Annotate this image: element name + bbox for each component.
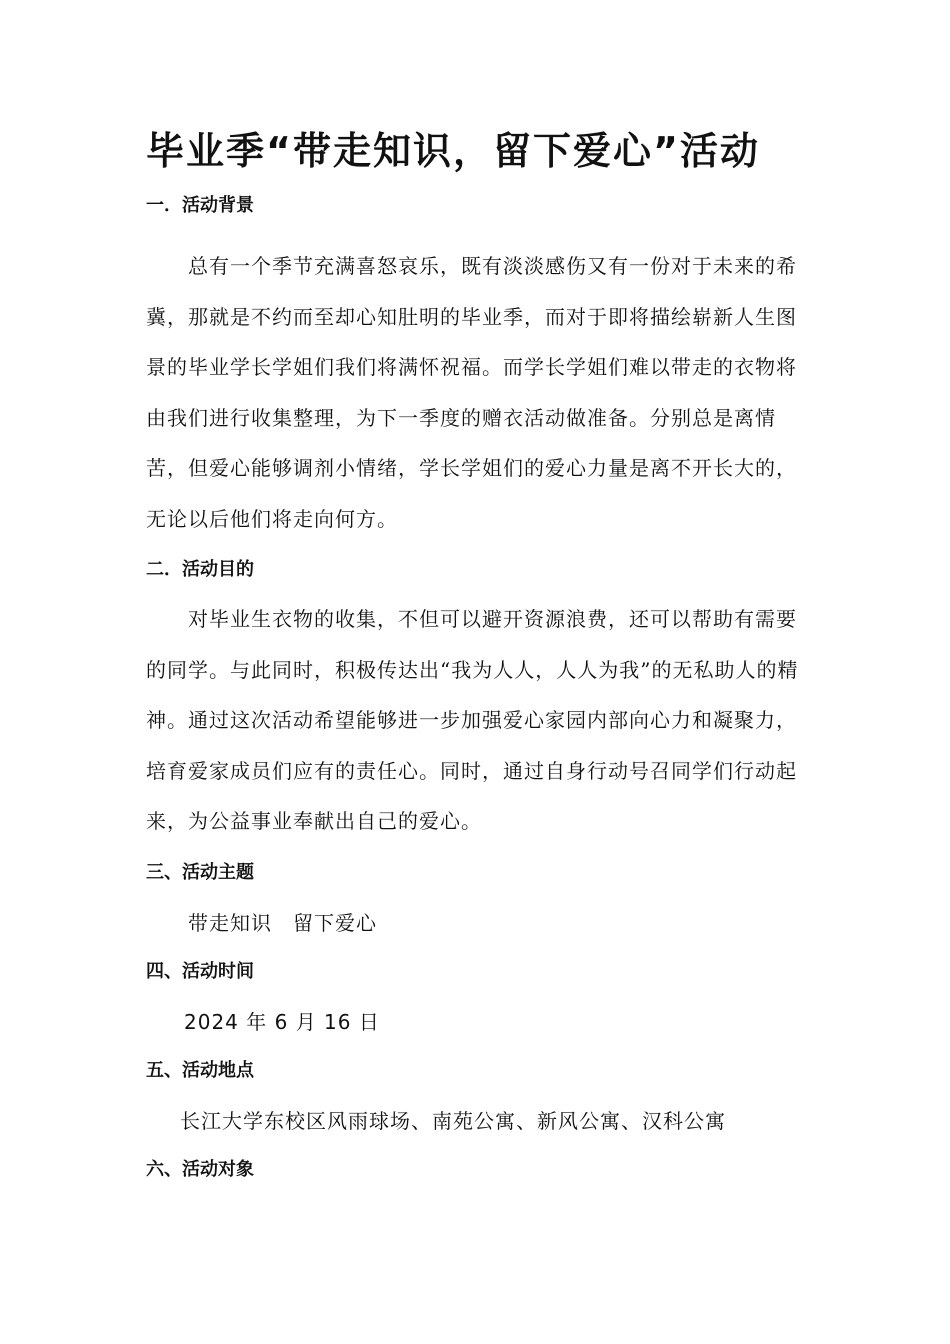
document-title: 毕业季“带走知识，留下爱心”活动 — [146, 129, 760, 173]
section-body-purpose: 对毕业生衣物的收集，不但可以避开资源浪费，还可以帮助有需要的同学。与此同时，积极传达出“我为人人，人人为我”的无私助人的精神。通过这次活动希望能够进一步加强爱心家园内部向心力和凝聚力，培育爱家成员们应有的责任心。同时，通过自身行动号召同学们行动起来，为公益事业奉献出自己的爱心。 — [146, 607, 799, 833]
section-body-background: 总有一个季节充满喜怒哀乐，既有淡淡感伤又有一份对于未来的希冀，那就是不约而至却心知肚明的毕业季，而对于即将描绘崭新人生图景的毕业学长学姐们我们将满怀祝福。而学长学姐们难以带走的衣物将由我们进行收集整理，为下一季度的赠衣活动做准备。分别总是离情苦，但爱心能够调剂小情绪，学长学姐们的爱心力量是离不开长大的，无论以后他们将走向何方。 — [146, 254, 797, 531]
section-body-time: 2024 年 6 月 16 日 — [184, 1009, 380, 1034]
document-page — [146, 128, 814, 1182]
section-heading-purpose: 二．活动目的 — [146, 559, 254, 580]
section-heading-audience: 六、活动对象 — [146, 1158, 254, 1180]
section-heading-theme: 三、活动主题 — [146, 861, 254, 883]
section-heading-time: 四、活动时间 — [146, 960, 254, 982]
section-body-location: 长江大学东校区风雨球场、南苑公寓、新风公寓、汉科公寓 — [180, 1108, 726, 1133]
section-heading-location: 五、活动地点 — [146, 1059, 254, 1081]
section-body-theme: 带走知识 留下爱心 — [188, 910, 377, 935]
section-heading-background: 一．活动背景 — [146, 195, 254, 216]
